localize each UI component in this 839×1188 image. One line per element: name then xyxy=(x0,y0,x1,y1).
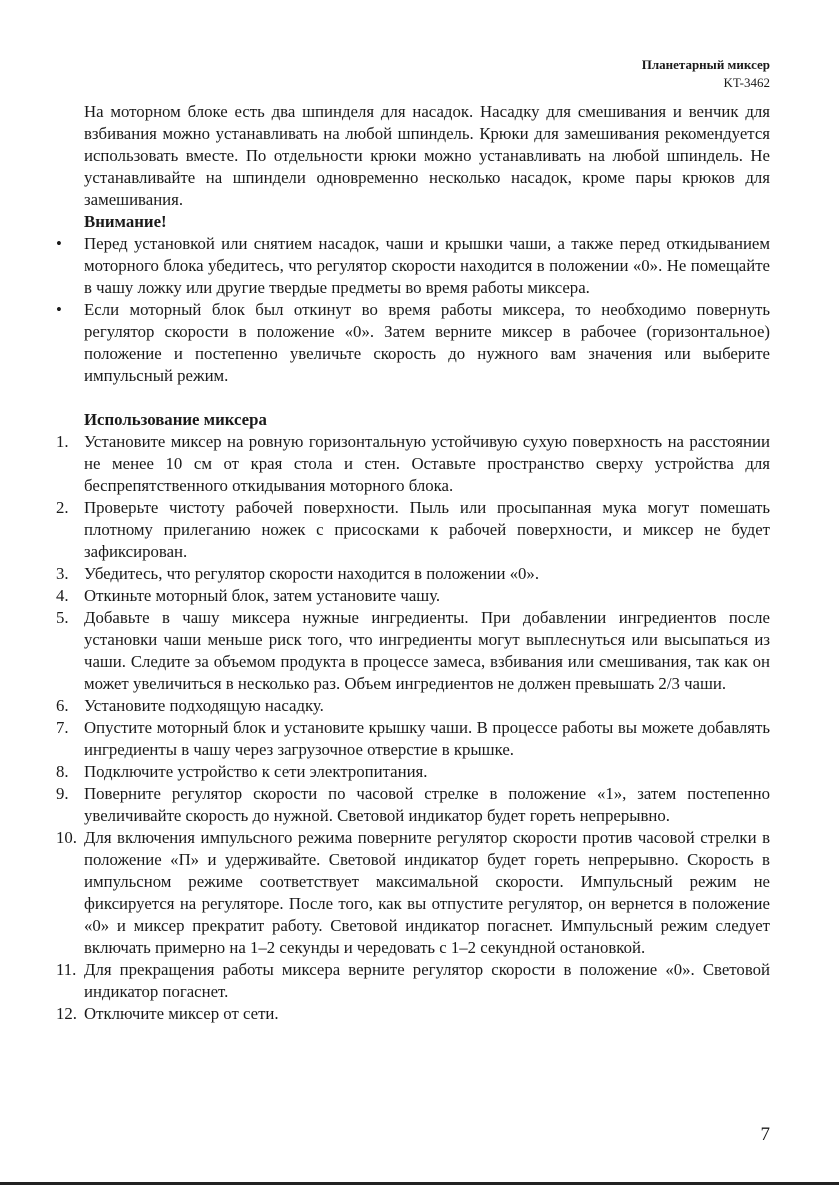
usage-heading: Использование миксера xyxy=(84,410,267,429)
step-text: Убедитесь, что регулятор скорости находится в положении «0». xyxy=(84,564,540,583)
step-text: Добавьте в чашу миксера нужные ингредиенты. При добавлении ингредиентов после установки чаши меньше риск того, что ингредиенты могут выплеснуться или высыпаться из чаши. Следите за объемом продукта в процессе замеса, взбивания или смешивания, так как он может увеличиться в несколько раз. Объем ингредиентов не должен превышать 2/3 чаши. xyxy=(84,608,770,693)
model-number: KT-3462 xyxy=(723,75,770,90)
step-text: Поверните регулятор скорости по часовой стрелке в положение «1», затем постепенно увеличивайте скорость до нужной. Световой индикатор будет гореть непрерывно. xyxy=(84,784,770,825)
step-text: Опустите моторный блок и установите крышку чаши. В процессе работы вы можете добавлять ингредиенты в чашу через загрузочное отверстие в крышке. xyxy=(84,718,770,759)
usage-step xyxy=(56,761,770,783)
step-number: 10. xyxy=(56,828,77,847)
warning-bullet-text: Если моторный блок был откинут во время работы миксера, то необходимо повернуть регулятор скорости в положение «0». Затем верните миксер в рабочее (горизонтальное) положение и постепенно увеличьте скорость до нужного вам значения или выберите импульсный режим. xyxy=(84,300,770,385)
step-number: 1. xyxy=(56,432,69,451)
page-content xyxy=(56,101,770,1025)
step-text: Проверьте чистоту рабочей поверхности. Пыль или просыпанная мука могут помешать плотному прилеганию ножек с присосками к рабочей поверхности, и миксер не будет зафиксирован. xyxy=(84,498,770,561)
step-number: 7. xyxy=(56,718,69,737)
step-text: Для включения импульсного режима поверните регулятор скорости против часовой стрелки в положение «П» и удерживайте. Световой индикатор будет гореть непрерывно. Скорость в импульсном режиме соответствует максимальной скорости. Импульсный режим не фиксируется на регуляторе. После того, как вы отпустите регулятор, он вернется в положение «0» и миксер прекратит работу. Световой индикатор погаснет. Импульсный режим следует включать примерно на 1–2 секунды и чередовать с 1–2 секундной остановкой. xyxy=(84,828,770,957)
step-number: 12. xyxy=(56,1004,77,1023)
usage-step xyxy=(56,431,770,497)
intro-paragraph: На моторном блоке есть два шпинделя для насадок. Насадку для смешивания и венчик для взбивания можно устанавливать на любой шпиндель. Крюки для замешивания рекомендуется использовать вместе. По отдельности крюки можно устанавливать на любой шпиндель. Не устанавливайте на шпиндели одновременно несколько насадок, кроме пары крюков для замешивания. xyxy=(84,102,770,209)
page-header xyxy=(642,56,770,92)
step-text: Подключите устройство к сети электропитания. xyxy=(84,762,428,781)
warning-bullet xyxy=(56,233,770,299)
step-number: 2. xyxy=(56,498,69,517)
step-number: 6. xyxy=(56,696,69,715)
step-text: Установите миксер на ровную горизонтальную устойчивую сухую поверхность на расстоянии не менее 10 см от края стола и стен. Оставьте пространство сверху устройства для беспрепятственного откидывания моторного блока. xyxy=(84,432,770,495)
step-number: 3. xyxy=(56,564,69,583)
step-number: 11. xyxy=(56,960,77,979)
step-number: 9. xyxy=(56,784,69,803)
usage-step xyxy=(56,585,770,607)
usage-step xyxy=(56,783,770,827)
step-number: 8. xyxy=(56,762,69,781)
step-text: Отключите миксер от сети. xyxy=(84,1004,279,1023)
usage-step xyxy=(56,1003,770,1025)
product-name: Планетарный миксер xyxy=(641,57,770,72)
usage-step xyxy=(56,563,770,585)
usage-step xyxy=(56,695,770,717)
warning-bullet xyxy=(56,299,770,387)
bottom-divider xyxy=(0,1182,839,1185)
step-number: 5. xyxy=(56,608,69,627)
step-text: Установите подходящую насадку. xyxy=(84,696,324,715)
step-text: Для прекращения работы миксера верните регулятор скорости в положение «0». Световой индикатор погаснет. xyxy=(84,960,770,1001)
step-text: Откиньте моторный блок, затем установите чашу. xyxy=(84,586,441,605)
usage-step xyxy=(56,827,770,959)
page-number: 7 xyxy=(760,1124,770,1145)
bullet-icon: • xyxy=(56,234,62,253)
usage-step xyxy=(56,497,770,563)
usage-step xyxy=(56,717,770,761)
bullet-icon: • xyxy=(56,300,62,319)
usage-step xyxy=(56,607,770,695)
step-number: 4. xyxy=(56,586,69,605)
warning-heading: Внимание! xyxy=(84,212,167,231)
usage-step xyxy=(56,959,770,1003)
warning-bullet-text: Перед установкой или снятием насадок, чаши и крышки чаши, а также перед откидыванием моторного блока убедитесь, что регулятор скорости находится в положении «0». Не помещайте в чашу ложку или другие твердые предметы во время работы миксера. xyxy=(84,234,770,297)
